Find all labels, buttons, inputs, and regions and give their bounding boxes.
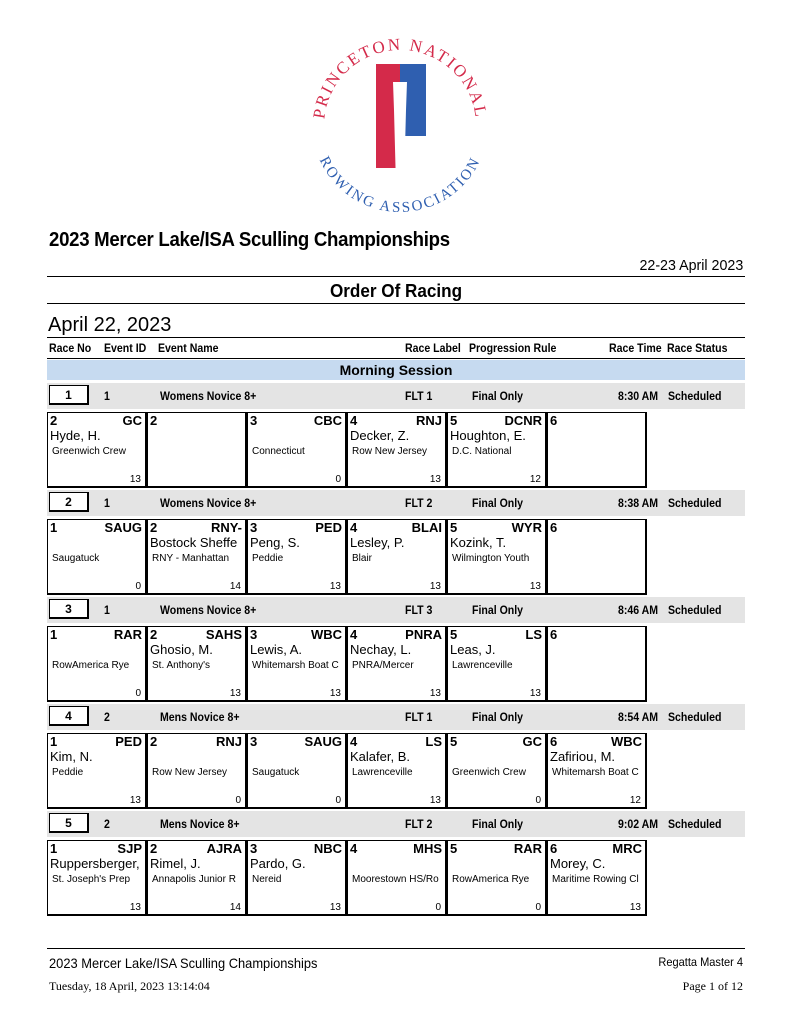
crew-code: RNJ	[215, 734, 242, 749]
lane-number: 1	[50, 627, 58, 642]
club-name: Peddie	[252, 553, 284, 564]
lane-cell	[447, 519, 547, 595]
race-progression: Final Only	[472, 817, 524, 831]
club-name: St. Joseph's Prep	[52, 874, 131, 885]
lane-cell	[547, 626, 647, 702]
crew-count: 0	[135, 688, 141, 699]
footer-divider	[47, 948, 745, 949]
stroke-name: Ghosio, M.	[150, 642, 213, 657]
logo-text-bottom: ROWING ASSOCIATION	[315, 154, 485, 217]
club-name: Lawrenceville	[452, 660, 513, 671]
club-name: Maritime Rowing Cl	[552, 874, 639, 885]
crew-count: 12	[529, 474, 541, 485]
crew-count: 13	[529, 581, 541, 592]
lane-number: 6	[550, 627, 558, 642]
lane-cell	[447, 412, 547, 488]
lane-number: 3	[250, 413, 258, 428]
lane-cell	[47, 519, 147, 595]
crew-count: 13	[129, 795, 141, 806]
lane-cell	[247, 519, 347, 595]
crew-code: CBC	[313, 413, 342, 428]
race-time: 8:30 AM	[618, 389, 659, 403]
stroke-name: Bostock Sheffe	[150, 535, 238, 550]
race-header-row	[47, 490, 745, 516]
race-event-id: 2	[104, 817, 110, 831]
session-heading: Morning Session	[47, 360, 745, 380]
crew-count: 14	[229, 581, 241, 592]
footer-timestamp: Tuesday, 18 April, 2023 13:14:04	[49, 979, 210, 993]
lane-cell	[147, 840, 247, 916]
race-status: Scheduled	[668, 710, 722, 724]
crew-count: 0	[335, 474, 341, 485]
document-title: 2023 Mercer Lake/ISA Sculling Championships	[49, 229, 450, 251]
lane-number: 4	[350, 734, 358, 749]
club-name: Greenwich Crew	[452, 767, 526, 778]
race-label: FLT 1	[405, 710, 433, 724]
regatta-dates: 22-23 April 2023	[639, 257, 743, 274]
crew-code: DCNR	[504, 413, 542, 428]
club-name: RowAmerica Rye	[452, 874, 530, 885]
crew-code: LS	[525, 627, 542, 642]
divider	[47, 276, 745, 277]
stroke-name: Leas, J.	[450, 642, 496, 657]
lane-cell	[147, 412, 247, 488]
crew-count: 0	[335, 795, 341, 806]
lane-number: 5	[450, 627, 458, 642]
footer-title: 2023 Mercer Lake/ISA Sculling Championships	[49, 955, 318, 971]
lane-number: 3	[250, 627, 258, 642]
lane-number: 2	[150, 841, 158, 856]
lane-cell	[447, 626, 547, 702]
lane-number: 5	[450, 841, 458, 856]
col-event-name: Event Name	[158, 341, 219, 355]
stroke-name: Kozink, T.	[450, 535, 507, 550]
club-name: Moorestown HS/Ro	[352, 874, 439, 885]
lane-number: 4	[350, 841, 358, 856]
lane-number: 1	[50, 734, 58, 749]
race-event-id: 1	[104, 603, 110, 617]
race-label: FLT 2	[405, 817, 433, 831]
lane-number: 5	[450, 413, 458, 428]
lane-cell	[47, 733, 147, 809]
race-time: 8:46 AM	[618, 603, 659, 617]
race-number: 2	[49, 492, 89, 512]
crew-count: 13	[329, 688, 341, 699]
lane-number: 2	[150, 413, 158, 428]
lane-cell	[47, 626, 147, 702]
race-event-name: Womens Novice 8+	[160, 496, 257, 510]
lane-cell	[347, 840, 447, 916]
race-label: FLT 2	[405, 496, 433, 510]
club-name: Row New Jersey	[352, 446, 428, 457]
race-event-id: 2	[104, 710, 110, 724]
race-event-id: 1	[104, 496, 110, 510]
crew-code: GC	[522, 734, 542, 749]
crew-count: 14	[229, 902, 241, 913]
lane-cell	[247, 412, 347, 488]
lane-cell	[247, 840, 347, 916]
crew-code: GC	[122, 413, 142, 428]
race-number: 5	[49, 813, 89, 833]
lane-number: 6	[550, 520, 558, 535]
lane-number: 4	[350, 520, 358, 535]
column-header-row	[47, 337, 745, 359]
crew-count: 13	[429, 795, 441, 806]
footer-page-number: Page 1 of 12	[682, 979, 743, 993]
race-progression: Final Only	[472, 603, 524, 617]
stroke-name: Kalafer, B.	[350, 749, 410, 764]
col-event-id: Event ID	[104, 341, 147, 355]
crew-count: 0	[435, 902, 441, 913]
lane-cell	[47, 412, 147, 488]
crew-count: 13	[429, 581, 441, 592]
lane-number: 2	[150, 520, 158, 535]
stroke-name: Morey, C.	[550, 856, 606, 871]
lane-cell	[347, 519, 447, 595]
crew-count: 13	[429, 474, 441, 485]
race-status: Scheduled	[668, 496, 722, 510]
lane-cell	[147, 733, 247, 809]
race-event-name: Womens Novice 8+	[160, 389, 257, 403]
race-time: 8:54 AM	[618, 710, 659, 724]
crew-count: 0	[135, 581, 141, 592]
crew-code: NBC	[313, 841, 342, 856]
lane-number: 2	[50, 413, 58, 428]
crew-code: SAHS	[205, 627, 242, 642]
crew-code: WYR	[511, 520, 542, 535]
lane-cell	[447, 840, 547, 916]
oar-emblem-icon	[376, 64, 426, 186]
race-header-row	[47, 704, 745, 730]
crew-count: 13	[329, 581, 341, 592]
stroke-name: Lesley, P.	[350, 535, 405, 550]
crew-count: 13	[629, 902, 641, 913]
club-name: RowAmerica Rye	[52, 660, 130, 671]
stroke-name: Peng, S.	[250, 535, 300, 550]
club-name: Greenwich Crew	[52, 446, 126, 457]
logo-text-top: PRINCETON NATIONAL	[309, 34, 491, 120]
col-race-no: Race No	[49, 341, 92, 355]
stroke-name: Hyde, H.	[50, 428, 101, 443]
lane-cell	[547, 412, 647, 488]
stroke-name: Kim, N.	[50, 749, 93, 764]
divider	[47, 303, 745, 304]
crew-count: 13	[429, 688, 441, 699]
lane-cell	[147, 519, 247, 595]
race-header-row	[47, 811, 745, 837]
club-name: PNRA/Mercer	[352, 660, 414, 671]
club-name: Blair	[352, 553, 373, 564]
crew-count: 13	[529, 688, 541, 699]
pnra-logo	[300, 26, 500, 222]
club-name: RNY - Manhattan	[152, 553, 230, 564]
lane-cell	[547, 840, 647, 916]
crew-code: AJRA	[206, 841, 242, 856]
crew-count: 13	[229, 688, 241, 699]
lane-number: 6	[550, 413, 558, 428]
club-name: Lawrenceville	[352, 767, 413, 778]
lane-cell	[347, 626, 447, 702]
club-name: Peddie	[52, 767, 84, 778]
stroke-name: Nechay, L.	[350, 642, 412, 657]
race-header-row	[47, 383, 745, 409]
stroke-name: Pardo, G.	[250, 856, 306, 871]
crew-code: RAR	[113, 627, 142, 642]
col-race-time: Race Time	[609, 341, 662, 355]
crew-count: 0	[535, 795, 541, 806]
race-number: 1	[49, 385, 89, 405]
crew-code: SJP	[117, 841, 142, 856]
crew-code: PED	[115, 734, 142, 749]
crew-count: 0	[235, 795, 241, 806]
lane-cell	[247, 733, 347, 809]
club-name: Nereid	[252, 874, 282, 885]
race-progression: Final Only	[472, 710, 524, 724]
club-name: Connecticut	[252, 446, 305, 457]
lane-number: 3	[250, 734, 258, 749]
crew-code: SAUG	[304, 734, 342, 749]
crew-code: PED	[315, 520, 342, 535]
crew-code: RNJ	[415, 413, 442, 428]
stroke-name: Rimel, J.	[150, 856, 201, 871]
race-status: Scheduled	[668, 603, 722, 617]
race-number: 4	[49, 706, 89, 726]
race-label: FLT 3	[405, 603, 433, 617]
race-header-row	[47, 597, 745, 623]
col-race-status: Race Status	[667, 341, 728, 355]
lane-number: 5	[450, 734, 458, 749]
race-number: 3	[49, 599, 89, 619]
crew-code: RNY-	[210, 520, 242, 535]
crew-count: 0	[535, 902, 541, 913]
stroke-name: Ruppersberger,	[50, 856, 140, 871]
stroke-name: Lewis, A.	[250, 642, 303, 657]
race-event-name: Mens Novice 8+	[160, 817, 240, 831]
lane-cell	[247, 626, 347, 702]
lane-number: 3	[250, 841, 258, 856]
lane-cell	[147, 626, 247, 702]
club-name: Whitemarsh Boat C	[252, 660, 339, 671]
col-progression-rule: Progression Rule	[469, 341, 557, 355]
race-event-name: Womens Novice 8+	[160, 603, 257, 617]
crew-code: PNRA	[405, 627, 442, 642]
lane-number: 1	[50, 520, 58, 535]
crew-code: BLAI	[411, 520, 442, 535]
lane-number: 4	[350, 627, 358, 642]
crew-code: WBC	[610, 734, 642, 749]
crew-count: 12	[629, 795, 641, 806]
lane-number: 3	[250, 520, 258, 535]
race-status: Scheduled	[668, 389, 722, 403]
club-name: Saugatuck	[52, 553, 100, 564]
stroke-name: Zafiriou, M.	[550, 749, 616, 764]
crew-count: 13	[329, 902, 341, 913]
lane-cell	[547, 519, 647, 595]
stroke-name: Houghton, E.	[450, 428, 526, 443]
crew-code: LS	[425, 734, 442, 749]
lane-number: 5	[450, 520, 458, 535]
lane-cell	[347, 412, 447, 488]
club-name: Wilmington Youth	[452, 553, 530, 564]
footer-software: Regatta Master 4	[658, 955, 743, 969]
race-time: 8:38 AM	[618, 496, 659, 510]
day-heading: April 22, 2023	[48, 314, 172, 336]
crew-count: 13	[129, 474, 141, 485]
lane-number: 2	[150, 734, 158, 749]
page-heading: Order Of Racing	[329, 281, 463, 301]
race-label: FLT 1	[405, 389, 433, 403]
col-race-label: Race Label	[405, 341, 461, 355]
lane-number: 4	[350, 413, 358, 428]
crew-code: MHS	[413, 841, 442, 856]
lane-number: 1	[50, 841, 58, 856]
crew-count: 13	[129, 902, 141, 913]
lane-cell	[347, 733, 447, 809]
club-name: Row New Jersey	[152, 767, 228, 778]
lane-number: 2	[150, 627, 158, 642]
crew-code: MRC	[612, 841, 642, 856]
race-event-name: Mens Novice 8+	[160, 710, 240, 724]
lane-cell	[47, 840, 147, 916]
crew-code: RAR	[513, 841, 542, 856]
lane-number: 6	[550, 841, 558, 856]
race-time: 9:02 AM	[618, 817, 659, 831]
club-name: Whitemarsh Boat C	[552, 767, 639, 778]
race-progression: Final Only	[472, 389, 524, 403]
crew-code: SAUG	[104, 520, 142, 535]
club-name: D.C. National	[452, 446, 512, 457]
lane-cell	[447, 733, 547, 809]
club-name: Annapolis Junior R	[152, 874, 236, 885]
race-event-id: 1	[104, 389, 110, 403]
stroke-name: Decker, Z.	[350, 428, 410, 443]
race-progression: Final Only	[472, 496, 524, 510]
club-name: St. Anthony's	[152, 660, 211, 671]
crew-code: WBC	[310, 627, 342, 642]
club-name: Saugatuck	[252, 767, 300, 778]
race-status: Scheduled	[668, 817, 722, 831]
lane-cell	[547, 733, 647, 809]
lane-number: 6	[550, 734, 558, 749]
